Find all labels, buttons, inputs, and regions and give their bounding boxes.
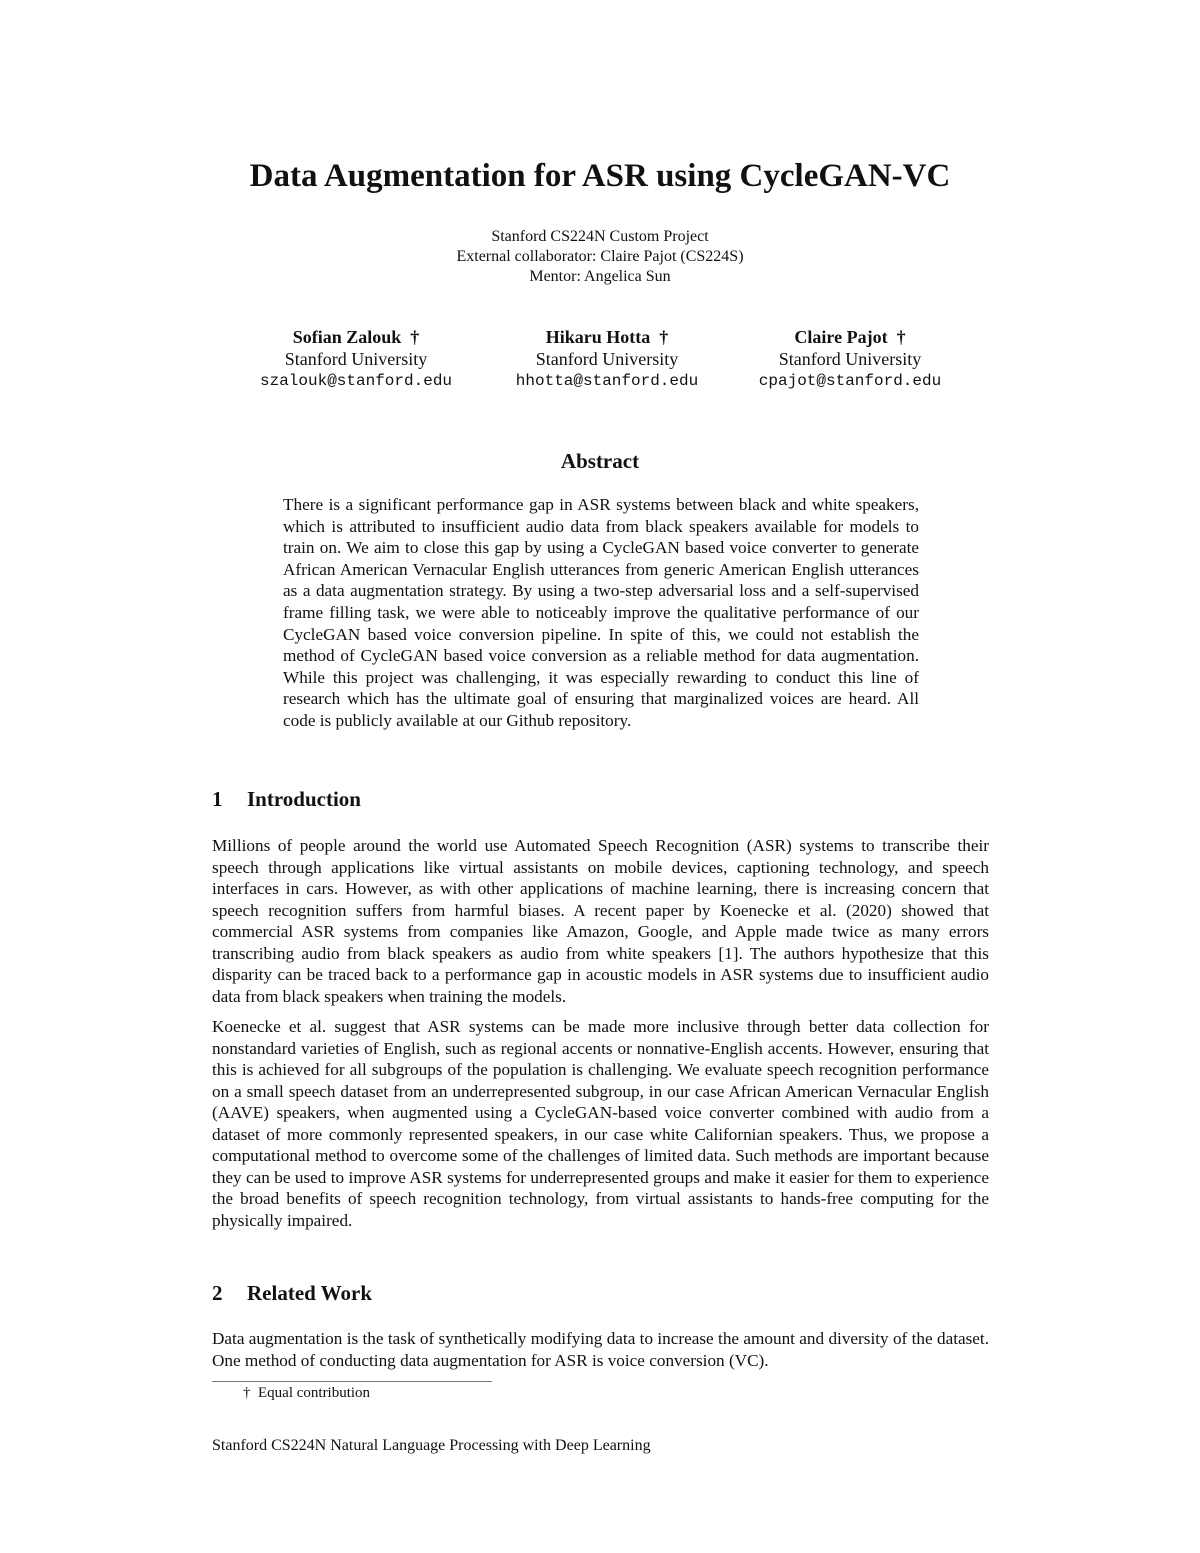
section-number: 2 [212,1281,223,1305]
project-line-mentor: Mentor: Angelica Sun [529,268,671,285]
section-title: Related Work [247,1281,373,1305]
page-footer: Stanford CS224N Natural Language Processing with Deep Learning [212,1437,651,1454]
author-affiliation: Stanford University [284,349,428,369]
project-line-collaborator: External collaborator: Claire Pajot (CS224S) [456,248,744,265]
footnote-text: Equal contribution [258,1385,371,1401]
footnote-divider [212,1381,492,1382]
section-number: 1 [212,787,223,811]
section-title: Introduction [247,787,361,811]
section-heading-related-work [212,1281,372,1306]
abstract-text: There is a significant performance gap in ASR systems between black and white speakers, which is attributed to insufficient audio data from black speakers available for models to train on. We aim to close this gap by using a CycleGAN based voice converter to generate African American Vernacular English utterances from generic American English utterances as a data augmentation strategy. By using a two-step adversarial loss and a self-supervised frame filling task, we were able to noticeably improve the qualitative performance of our CycleGAN based voice conversion pipeline. In spite of this, we could not establish the method of CycleGAN based voice conversion as a reliable method for data augmentation. While this project was challenging, it was especially rewarding to conduct this line of research which has the ultimate goal of ensuring that marginalized voices are heard. All code is publicly available at our Github repository. [283,495,919,730]
author-pajot [700,326,1000,392]
project-info [0,227,1200,287]
author-email[interactable]: szalouk@stanford.edu [259,372,453,390]
author-name: Hikaru Hotta † [545,327,669,347]
author-email[interactable]: cpajot@stanford.edu [758,372,942,390]
related-work-paragraph-1: Data augmentation is the task of synthetically modifying data to increase the amount and diversity of the dataset. One method of conducting data augmentation for ASR is voice conversion (VC). [212,1329,989,1370]
author-name: Sofian Zalouk † [292,327,420,347]
section-heading-introduction [212,787,361,812]
introduction-paragraph-1: Millions of people around the world use Automated Speech Recognition (ASR) systems to transcribe their speech through applications like virtual assistants on mobile devices, captioning technology, and speech interfaces in cars. However, as with other applications of machine learning, there is increasing concern that speech recognition suffers from harmful biases. A recent paper by Koenecke et al. (2020) showed that commercial ASR systems from companies like Amazon, Google, and Apple made twice as many errors transcribing audio from black speakers as audio from white speakers [1]. The authors hypothesize that this disparity can be traced back to a performance gap in acoustic models in ASR systems due to insufficient audio data from black speakers when training the models. [212,836,989,1006]
author-email[interactable]: hhotta@stanford.edu [515,372,699,390]
author-affiliation: Stanford University [535,349,679,369]
abstract-heading: Abstract [560,449,640,473]
project-line-course: Stanford CS224N Custom Project [491,228,709,245]
author-name: Claire Pajot † [794,327,906,347]
introduction-paragraph-2: Koenecke et al. suggest that ASR systems can be made more inclusive through better data collection for nonstandard varieties of English, such as regional accents or nonnative-English accents. However, ensuring that this is achieved for all subgroups of the population is challenging. We evaluate speech recognition performance on a small speech dataset from an underrepresented subgroup, in our case African American Vernacular English (AAVE) speakers, when augmented using a CycleGAN-based voice converter combined with audio from a dataset of more commonly represented speakers, in our case white Californian speakers. Thus, we propose a computational method to overcome some of the challenges of limited data. Such methods are important because they can be used to improve ASR systems for underrepresented groups and make it easier for them to experience the broad benefits of speech recognition technology, from virtual assistants to hands-free computing for the physically impaired. [212,1017,989,1230]
paper-title: Data Augmentation for ASR using CycleGAN-VC [249,158,951,194]
author-affiliation: Stanford University [778,349,922,369]
footnote [243,1385,370,1402]
footnote-mark: † [243,1385,251,1401]
